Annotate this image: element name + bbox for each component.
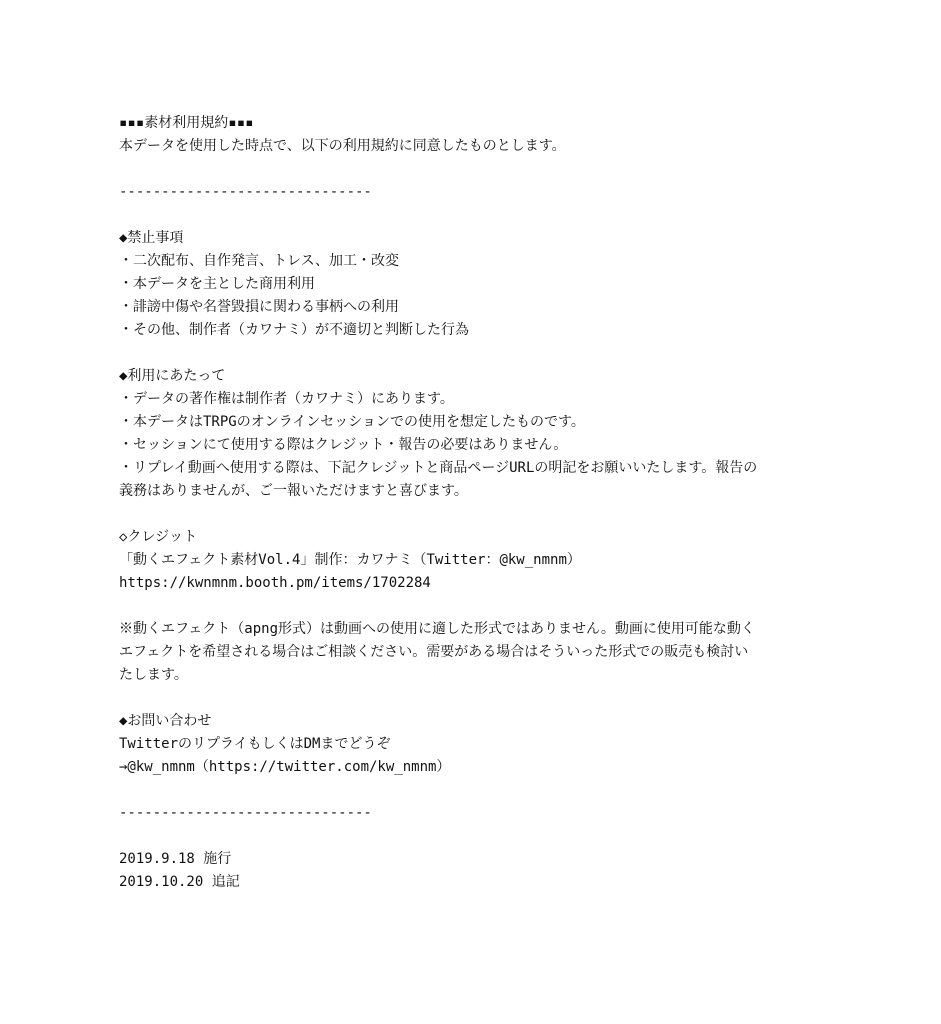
intro-text: 本データを使用した時点で、以下の利用規約に同意したものとします。 xyxy=(119,138,566,154)
prohibited-item: ・二次配布、自作発言、トレス、加工・改変 xyxy=(119,253,399,269)
spacer xyxy=(119,204,824,227)
usage-heading: ◆利用にあたって xyxy=(119,368,226,384)
credit-line: 「動くエフェクト素材Vol.4」制作：カワナミ（Twitter：@kw_nmnm） xyxy=(119,552,581,568)
contact-line: TwitterのリプライもしくはDMまでどうぞ xyxy=(119,736,391,752)
usage-item: ・データの著作権は制作者（カワナミ）にあります。 xyxy=(119,391,454,407)
prohibited-item: ・誹謗中傷や名誉毀損に関わる事柄への利用 xyxy=(119,299,399,315)
usage-item-replay-line2: 義務はありませんが、ご一報いただけますと喜びます。 xyxy=(119,483,468,499)
spacer xyxy=(119,503,824,526)
spacer xyxy=(119,595,824,618)
separator-bottom: ------------------------------ xyxy=(119,805,372,821)
prohibited-heading: ◆禁止事項 xyxy=(119,230,184,246)
spacer xyxy=(119,779,824,802)
history-entry: 2019.9.18 施行 xyxy=(119,851,232,867)
document-title: ▪▪▪素材利用規約▪▪▪ xyxy=(119,115,254,131)
spacer xyxy=(119,158,824,181)
spacer xyxy=(119,687,824,710)
note-line1: ※動くエフェクト（apng形式）は動画への使用に適した形式ではありません。動画に使用可能な動く xyxy=(119,621,755,637)
prohibited-item: ・その他、制作者（カワナミ）が不適切と判断した行為 xyxy=(119,322,469,338)
credit-heading: ◇クレジット xyxy=(119,529,198,545)
separator-top: ------------------------------ xyxy=(119,184,372,200)
spacer xyxy=(119,342,824,365)
terms-document xyxy=(119,112,824,894)
usage-item: ・本データはTRPGのオンラインセッションでの使用を想定したものです。 xyxy=(119,414,585,430)
history-entry: 2019.10.20 追記 xyxy=(119,874,240,890)
contact-heading: ◆お問い合わせ xyxy=(119,713,212,729)
spacer xyxy=(119,825,824,848)
credit-url[interactable]: https://kwnmnm.booth.pm/items/1702284 xyxy=(119,575,431,591)
usage-item: ・セッションにて使用する際はクレジット・報告の必要はありません。 xyxy=(119,437,568,453)
contact-link[interactable]: →@kw_nmnm（https://twitter.com/kw_nmnm） xyxy=(119,759,451,775)
usage-item-replay-line1: ・リプレイ動画へ使用する際は、下記クレジットと商品ページURLの明記をお願いいたします。報告の xyxy=(119,460,758,476)
prohibited-item: ・本データを主とした商用利用 xyxy=(119,276,315,292)
note-line3: たします。 xyxy=(119,667,188,683)
note-line2: エフェクトを希望される場合はご相談ください。需要がある場合はそういった形式での販売も検討い xyxy=(119,644,749,660)
